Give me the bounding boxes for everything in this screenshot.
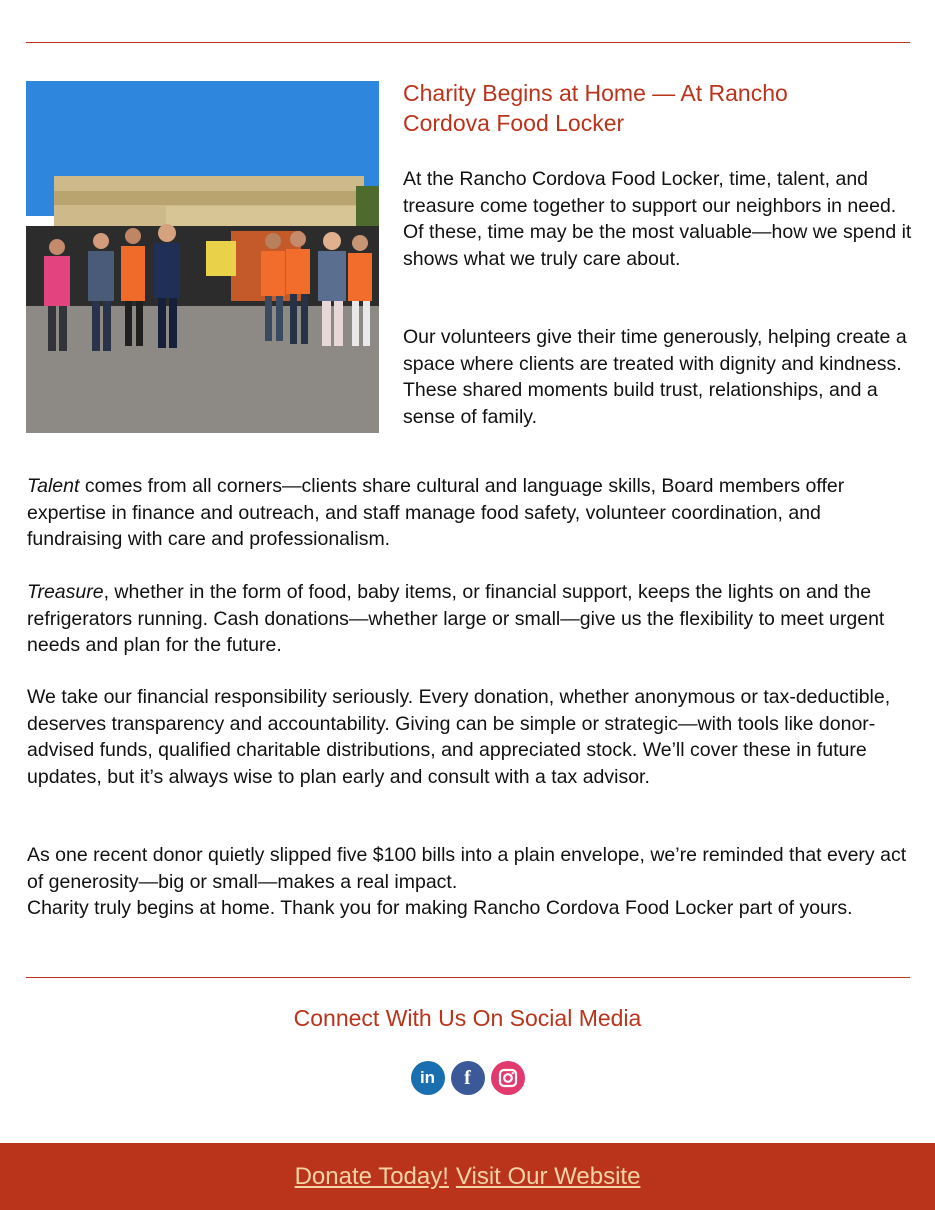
footer-cta-bar xyxy=(0,1143,935,1210)
linkedin-icon[interactable] xyxy=(411,1061,445,1095)
facebook-icon[interactable] xyxy=(451,1061,485,1095)
volunteer-group-photo xyxy=(26,81,379,433)
talent-text: comes from all corners—clients share cultural and language skills, Board members offer expertise in finance and outreach, and staff manage food safety, volunteer coordination, and fundraising with care and professionalism. xyxy=(27,475,845,550)
treasure-lead: Treasure xyxy=(27,581,104,603)
intro-paragraph-1: At the Rancho Cordova Food Locker, time, talent, and treasure come together to support our neighbors in need. Of these, time may be the most valuable—how we spend it shows what we truly care about. xyxy=(403,168,912,270)
visit-website-link[interactable]: Visit Our Website xyxy=(455,1162,641,1190)
linkedin-glyph: in xyxy=(419,1068,436,1087)
bottom-divider xyxy=(26,977,910,978)
top-divider xyxy=(26,42,910,43)
donate-link[interactable]: Donate Today! xyxy=(294,1162,449,1190)
closing-paragraph-1: As one recent donor quietly slipped five $100 bills into a plain envelope, we’re reminded that every act of generosity—big or small—makes a real impact. xyxy=(27,844,907,893)
treasure-paragraph xyxy=(27,579,911,659)
facebook-glyph: f xyxy=(464,1066,471,1089)
talent-paragraph xyxy=(27,473,911,553)
finance-paragraph: We take our financial responsibility seriously. Every donation, whether anonymous or tax-deductible, deserves transparency and accountability. Giving can be simple or strategic—with tools like donor-advised funds, qualified charitable distributions, and appreciated stock. We’ll cover these in future updates, but it’s always wise to plan early and consult with a tax advisor. xyxy=(27,686,891,788)
social-section-title: Connect With Us On Social Media xyxy=(293,1005,642,1031)
article-title: Charity Begins at Home — At Rancho Cordova Food Locker xyxy=(403,80,788,136)
social-icons-row xyxy=(0,1061,935,1095)
talent-lead: Talent xyxy=(27,475,80,497)
instagram-icon[interactable] xyxy=(491,1061,525,1095)
treasure-text: , whether in the form of food, baby items, or financial support, keeps the lights on and the refrigerators running. Cash donations—whether large or small—give us the flexibility to meet urgent needs and plan for the future. xyxy=(27,581,885,656)
closing-paragraph-2: Charity truly begins at home. Thank you for making Rancho Cordova Food Locker part of yours. xyxy=(27,897,853,919)
intro-paragraph-2: Our volunteers give their time generously, helping create a space where clients are treated with dignity and kindness. These shared moments build trust, relationships, and a sense of family. xyxy=(403,326,907,428)
